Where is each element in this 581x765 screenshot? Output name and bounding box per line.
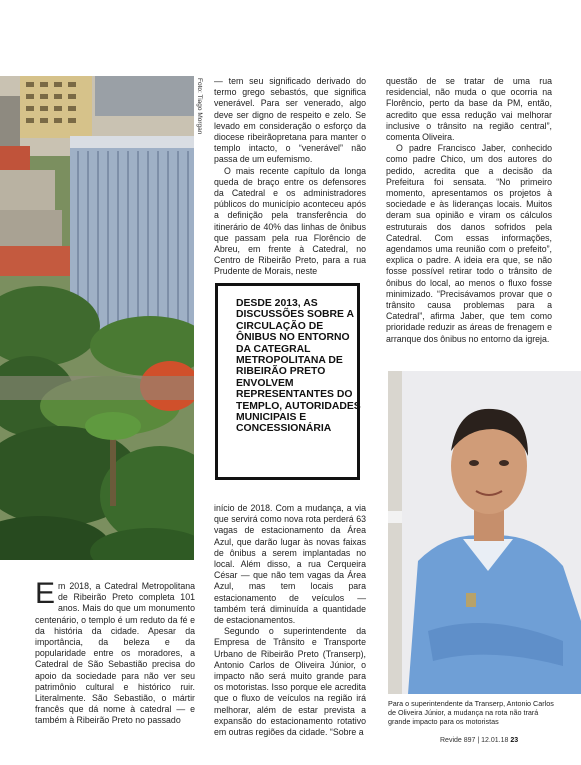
photo-credit: Foto: Tiago Morgan [196, 78, 203, 135]
photo-caption: Para o superintendente da Transerp, Antonio Carlos de Oliveira Júnior, a mudança na rota não trará grande impacto para os motoristas [388, 699, 554, 726]
paragraph: início de 2018. Com a mudança, a via que servirá como nova rota perderá 63 vagas de estacionamento da Área Azul, que darão lugar às novas faixas de ônibus a serem implantadas no local. Além disso, a rua Cerqueira César — que não tem vagas da Área Azul, mas tem locais para estacionamento de veículos — também terá diminuída a quantidade de estacionamentos. [214, 503, 366, 626]
article-column-1 [35, 577, 195, 727]
paragraph: Segundo o superintendente da Empresa de Trânsito e Transporte Urbano de Ribeirão Preto (Transerp), Antonio Carlos de Oliveira Júnior, o impacto não será muito grande para os motoristas. Isso porque ele acredita que o fluxo de veículos na região irá melhorar, além de estar prevista a expansão do estacionamento rotativo em outras regiões da cidade. “Sobre a [214, 626, 366, 738]
issue-info: Revide 897 | 12.01.18 [440, 737, 509, 744]
article-column-2-top [214, 76, 366, 278]
paragraph: — tem seu significado derivado do termo grego sebastós, que significa venerável. Para ser venerado, algo deve ser digno de respeito e zelo. Se levado em consideração o esforço da diocese ribeirãopretana para manter o templo intacto, o “venerável” não passa de um eufemismo. [214, 76, 366, 165]
lead-paragraph: m 2018, a Catedral Metropolitana de Ribeirão Preto completa 101 anos. Mais do que um monumento centenário, o templo é um reduto da fé e da história da cidade. Apesar da importância, da beleza e da popularidade entre os moradores, a Catedral de São Sebastião precisa do apoio da sociedade para não ver seu patrimônio cultural e histórico ruir. Literalmente. São Sebastião, o mártir francês que dá nome à catedral — e também à Ribeirão Preto no passado [35, 581, 195, 726]
paragraph: questão de se tratar de uma rua residencial, não muda o que ocorria na Florêncio, perto da base da PM, então, acredito que essa redução vai melhorar inclusive o trânsito na região central”, comenta Oliveira. [386, 76, 552, 143]
pull-quote-box [215, 283, 360, 480]
paragraph: O padre Francisco Jaber, conhecido como padre Chico, um dos autores do pedido, acredita que a decisão da Prefeitura foi sensata. “No primeiro momento, apresentamos os projetos à sociedade e às lideranças locais. Muitos deram sua opinião e viram os cálculos estruturais dos danos sofridos pela Catedral. Com essas informações, agendamos uma reunião com o prefeito”, explica o padre. A ideia era que, se não fosse possível retirar todo o trânsito de ônibus do local, ao menos o fluxo fosse minimizado. “Precisávamos provar que o trânsito causa problemas para a Catedral”, afirma Jaber, que tem como prioridade reduzir as áreas de frenagem e arranque dos ônibus no entorno da igreja. [386, 143, 552, 344]
paragraph: O mais recente capítulo da longa queda de braço entre os defensores da Catedral e os administradores públicos do município aconteceu após a definição pela transferência do itinerário de 40% das linhas de ônibus que passam pela rua Florêncio de Abreu, em frente à Catedral, no Centro de Ribeirão Preto, para a rua Prudente de Morais, neste [214, 165, 366, 277]
drop-cap: E [35, 577, 56, 610]
superintendent-portrait-photo [388, 371, 581, 694]
cathedral-city-photo [0, 76, 194, 560]
page-number: 23 [510, 737, 519, 744]
page-footer [440, 737, 518, 744]
article-column-3 [386, 76, 552, 345]
pull-quote-text: DESDE 2013, AS DISCUSSÕES SOBRE A CIRCULAÇÃO DE ÔNIBUS NO ENTORNO DA CATEGRAL METROPOLITANA DE RIBEIRÃO PRETO ENVOLVEM REPRESENTANTES DO TEMPLO, AUTORIDADES MUNICIPAIS E CONCESSIONÁRIA [236, 298, 361, 435]
article-column-2-bottom [214, 503, 366, 738]
